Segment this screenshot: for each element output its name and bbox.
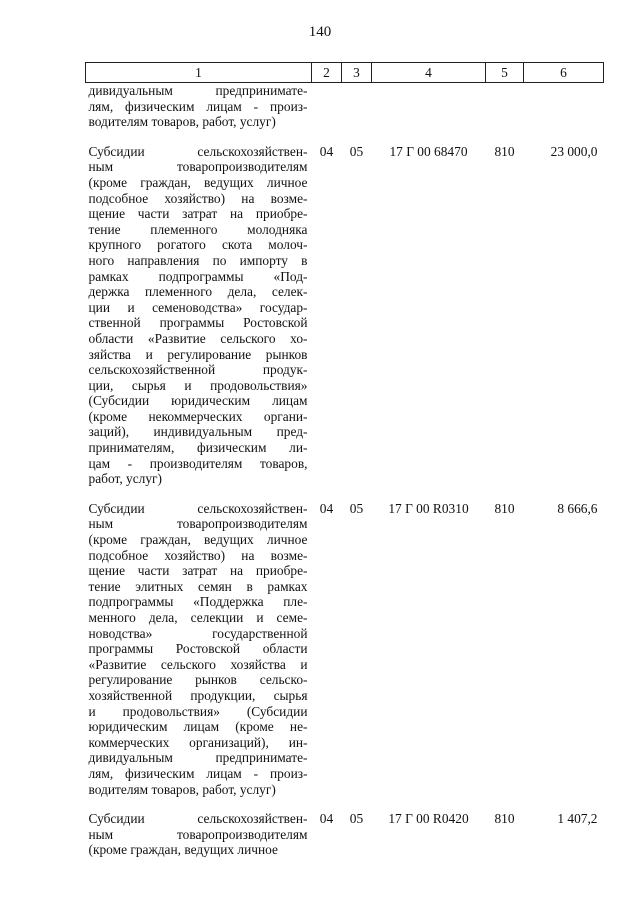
row-target-article: [372, 83, 486, 130]
description-line: щение части затрат на приобре-: [88, 206, 308, 222]
description-line: сельскохозяйственной продук-: [88, 362, 308, 378]
description-line: хозяйственной продукции, сырья: [88, 687, 308, 703]
description-line: Субсидии сельскохозяйствен-: [88, 811, 308, 827]
description-line: ного направления по импорту в: [88, 252, 308, 268]
description-line: Субсидии сельскохозяйствен-: [88, 500, 308, 516]
row-section-code: 04: [319, 143, 334, 159]
description-line: цам - производителям товаров,: [88, 455, 308, 471]
description-line: (Субсидии юридическим лицам: [88, 393, 308, 409]
description-line: подсобное хозяйство) на возме-: [88, 547, 308, 563]
row-description: [86, 487, 312, 797]
description-line: рамках подпрограммы «Под-: [88, 268, 308, 284]
description-line: ным товаропроизводителям: [88, 159, 308, 175]
table-row: [86, 83, 604, 130]
description-line: (кроме граждан, ведущих личное: [88, 532, 308, 548]
row-subsection-code: [342, 83, 372, 130]
description-line: зяйства и регулирование рынков: [88, 346, 308, 362]
description-line: водителям товаров, работ, услуг): [88, 781, 276, 797]
description-line: тение элитных семян в рамках: [88, 578, 308, 594]
description-line: ции и семеноводства» государ-: [88, 299, 308, 315]
description-line: области «Развитие сельского хо-: [88, 330, 308, 346]
description-line: «Развитие сельского хозяйства и: [88, 656, 308, 672]
table-row: [86, 797, 604, 858]
description-line: лям, физическим лицам - произ-: [88, 98, 308, 114]
row-description: [86, 797, 312, 858]
table-row: [86, 130, 604, 487]
description-line: щение части затрат на приобре-: [88, 563, 308, 579]
description-line: тение племенного молодняка: [88, 221, 308, 237]
description-line: новодства» государственной: [88, 625, 308, 641]
row-expense-type: 810: [494, 811, 515, 827]
description-line: и продовольствия» (Субсидии: [88, 703, 308, 719]
description-line: менного дела, селекции и семе-: [88, 610, 308, 625]
row-amount: 8 666,6: [557, 500, 598, 516]
row-target-article: 17 Г 00 68470: [389, 143, 468, 159]
column-header-4: 4: [372, 63, 486, 83]
row-target-article: 17 Г 00 R0310: [388, 500, 469, 516]
table-body: [86, 63, 604, 858]
description-line: юридическим лицам (кроме не-: [88, 719, 308, 735]
description-line: ным товаропроизводителям: [88, 826, 308, 842]
column-header-3: 3: [342, 63, 372, 83]
row-subsection-code: 05: [349, 500, 364, 516]
row-description: [86, 130, 312, 487]
description-line: работ, услуг): [88, 471, 162, 487]
page-number: 140: [308, 24, 332, 40]
row-subsection-code: 05: [349, 143, 364, 159]
description-line: лям, физическим лицам - произ-: [88, 765, 308, 781]
description-line: (кроме граждан, ведущих личное: [88, 174, 308, 190]
row-expense-type: 810: [494, 500, 515, 516]
description-line: держка племенного дела, селек-: [88, 284, 308, 300]
description-line: дивидуальным предпринимате-: [88, 83, 308, 98]
row-section-code: 04: [319, 500, 334, 516]
description-line: (кроме граждан, ведущих личное: [88, 842, 278, 858]
row-amount: [524, 83, 604, 130]
description-line: водителям товаров, работ, услуг): [88, 114, 276, 130]
column-header-6: 6: [524, 63, 604, 83]
description-line: регулирование рынков сельско-: [88, 672, 308, 688]
column-header-1: 1: [86, 63, 312, 83]
row-expense-type: 810: [494, 143, 515, 159]
row-amount: 23 000,0: [550, 143, 598, 159]
description-line: принимателям, физическим ли-: [88, 440, 308, 456]
description-line: (кроме некоммерческих органи-: [88, 408, 308, 424]
row-section-code: [312, 83, 342, 130]
description-line: подпрограммы «Поддержка пле-: [88, 594, 308, 610]
row-amount: 1 407,2: [557, 811, 598, 827]
table-row: [86, 487, 604, 797]
column-header-5: 5: [486, 63, 524, 83]
description-line: ным товаропроизводителям: [88, 516, 308, 532]
description-line: коммерческих организаций), ин-: [88, 734, 308, 750]
description-line: заций), индивидуальным пред-: [88, 424, 308, 440]
row-target-article: 17 Г 00 R0420: [388, 811, 469, 827]
row-subsection-code: 05: [349, 811, 364, 827]
budget-table: [85, 62, 604, 858]
table-header-row: [86, 63, 604, 83]
description-line: Субсидии сельскохозяйствен-: [88, 143, 308, 159]
description-line: программы Ростовской области: [88, 641, 308, 657]
description-line: подсобное хозяйство) на возме-: [88, 190, 308, 206]
row-section-code: 04: [319, 811, 334, 827]
column-header-2: 2: [312, 63, 342, 83]
description-line: ственной программы Ростовской: [88, 315, 308, 331]
row-description: [86, 83, 312, 130]
description-line: дивидуальным предпринимате-: [88, 750, 308, 766]
description-line: крупного рогатого скота молоч-: [88, 237, 308, 253]
row-expense-type: [486, 83, 524, 130]
description-line: ции, сырья и продовольствия»: [88, 377, 308, 393]
